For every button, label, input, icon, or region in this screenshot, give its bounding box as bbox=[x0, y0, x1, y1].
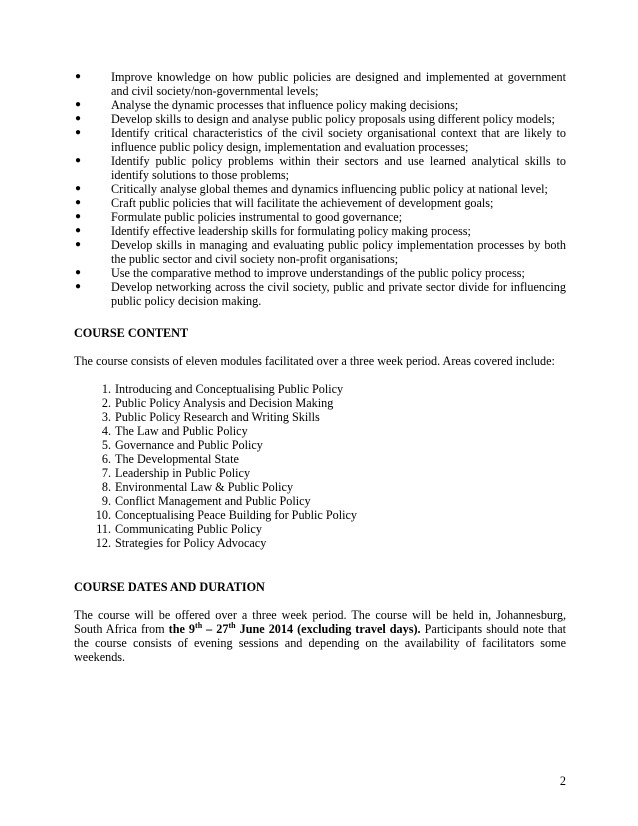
module-title: Conceptualising Peace Building for Public Policy bbox=[115, 508, 358, 522]
objective-text: Critically analyse global themes and dynamics influencing public policy at national level; bbox=[111, 182, 548, 196]
module-item bbox=[74, 424, 566, 438]
module-title: Strategies for Policy Advocacy bbox=[115, 536, 267, 550]
document-page bbox=[74, 70, 566, 664]
course-dates-heading: COURSE DATES AND DURATION bbox=[74, 580, 265, 594]
objective-item bbox=[74, 266, 566, 280]
module-number: 5. bbox=[101, 438, 111, 452]
bullet-icon: ● bbox=[75, 225, 82, 236]
page-number: 2 bbox=[559, 774, 566, 788]
course-content-heading: COURSE CONTENT bbox=[74, 326, 189, 340]
module-item bbox=[74, 410, 566, 424]
objective-text: Use the comparative method to improve understandings of the public policy process; bbox=[111, 266, 525, 280]
bullet-icon: ● bbox=[75, 127, 82, 138]
module-item bbox=[74, 452, 566, 466]
module-number: 8. bbox=[101, 480, 111, 494]
module-title: Governance and Public Policy bbox=[115, 438, 263, 452]
course-dates-text-2: Participants should note that the course consists of evening sessions and depending on the availability of facilitators some weekends. bbox=[74, 622, 567, 664]
course-content-intro: The course consists of eleven modules facilitated over a three week period. Areas covered include: bbox=[74, 354, 555, 368]
bullet-icon: ● bbox=[75, 197, 82, 208]
objective-text: Identify public policy problems within their sectors and use learned analytical skills to identify solutions to those problems; bbox=[111, 154, 566, 182]
bullet-icon: ● bbox=[75, 99, 82, 110]
objective-item bbox=[74, 182, 566, 196]
objective-text: Develop skills in managing and evaluating public policy implementation processes by both the public sector and civil society non-profit organisations; bbox=[111, 238, 566, 266]
module-title: The Developmental State bbox=[115, 452, 239, 466]
objective-item bbox=[74, 238, 566, 266]
module-item bbox=[74, 396, 566, 410]
module-item bbox=[74, 466, 566, 480]
bullet-icon: ● bbox=[75, 71, 82, 82]
course-dates-text-1: The course will be offered over a three week period. The course will be held in, Johannesburg, South Africa from bbox=[74, 608, 566, 636]
objective-item bbox=[74, 126, 566, 154]
module-item bbox=[74, 494, 566, 508]
bullet-icon: ● bbox=[75, 183, 82, 194]
objective-item bbox=[74, 210, 566, 224]
objective-text: Formulate public policies instrumental to good governance; bbox=[111, 210, 403, 224]
objective-item bbox=[74, 70, 566, 98]
course-dates-bold-3: June 2014 (excluding travel days). bbox=[235, 622, 421, 636]
module-item bbox=[74, 536, 566, 550]
module-title: Introducing and Conceptualising Public Policy bbox=[115, 382, 344, 396]
objective-text: Craft public policies that will facilitate the achievement of development goals; bbox=[111, 196, 494, 210]
objectives-list bbox=[74, 70, 566, 308]
bullet-icon: ● bbox=[75, 281, 82, 292]
bullet-icon: ● bbox=[75, 211, 82, 222]
module-number: 4. bbox=[101, 424, 111, 438]
course-dates-sup-2: th bbox=[228, 620, 236, 630]
bullet-icon: ● bbox=[75, 239, 82, 250]
objective-item bbox=[74, 280, 566, 308]
course-dates-paragraph bbox=[74, 608, 566, 664]
objective-text: Analyse the dynamic processes that influence policy making decisions; bbox=[111, 98, 459, 112]
objective-text: Develop networking across the civil society, public and private sector divide for influencing public policy decision making. bbox=[111, 280, 566, 308]
module-item bbox=[74, 382, 566, 396]
module-item bbox=[74, 522, 566, 536]
module-number: 12. bbox=[95, 536, 111, 550]
objective-item bbox=[74, 196, 566, 210]
module-title: Public Policy Analysis and Decision Making bbox=[115, 396, 334, 410]
course-dates-bold-1: the 9 bbox=[168, 622, 196, 636]
module-title: Environmental Law & Public Policy bbox=[115, 480, 294, 494]
course-dates-bold-2: – 27 bbox=[202, 622, 229, 636]
objective-item bbox=[74, 112, 566, 126]
module-title: Conflict Management and Public Policy bbox=[115, 494, 311, 508]
module-item bbox=[74, 480, 566, 494]
objective-item bbox=[74, 154, 566, 182]
objective-text: Identify critical characteristics of the civil society organisational context that are likely to influence public policy design, implementation and evaluation processes; bbox=[111, 126, 566, 154]
module-item bbox=[74, 438, 566, 452]
module-number: 3. bbox=[101, 410, 111, 424]
bullet-icon: ● bbox=[75, 113, 82, 124]
module-number: 1. bbox=[101, 382, 111, 396]
module-number: 10. bbox=[95, 508, 111, 522]
module-number: 7. bbox=[101, 466, 111, 480]
bullet-icon: ● bbox=[75, 267, 82, 278]
objective-item bbox=[74, 224, 566, 238]
objective-item bbox=[74, 98, 566, 112]
module-title: Public Policy Research and Writing Skills bbox=[115, 410, 320, 424]
objective-text: Improve knowledge on how public policies are designed and implemented at government and civil society/non-governmental levels; bbox=[111, 70, 566, 98]
objective-text: Identify effective leadership skills for formulating policy making process; bbox=[111, 224, 471, 238]
bullet-icon: ● bbox=[75, 155, 82, 166]
module-number: 11. bbox=[96, 522, 111, 536]
module-number: 6. bbox=[101, 452, 111, 466]
modules-list bbox=[74, 382, 566, 550]
module-item bbox=[74, 508, 566, 522]
module-title: Leadership in Public Policy bbox=[115, 466, 251, 480]
module-number: 2. bbox=[101, 396, 111, 410]
course-dates-sup-1: th bbox=[195, 620, 203, 630]
module-title: Communicating Public Policy bbox=[115, 522, 262, 536]
module-title: The Law and Public Policy bbox=[115, 424, 248, 438]
module-number: 9. bbox=[101, 494, 111, 508]
objective-text: Develop skills to design and analyse public policy proposals using different policy models; bbox=[111, 112, 555, 126]
